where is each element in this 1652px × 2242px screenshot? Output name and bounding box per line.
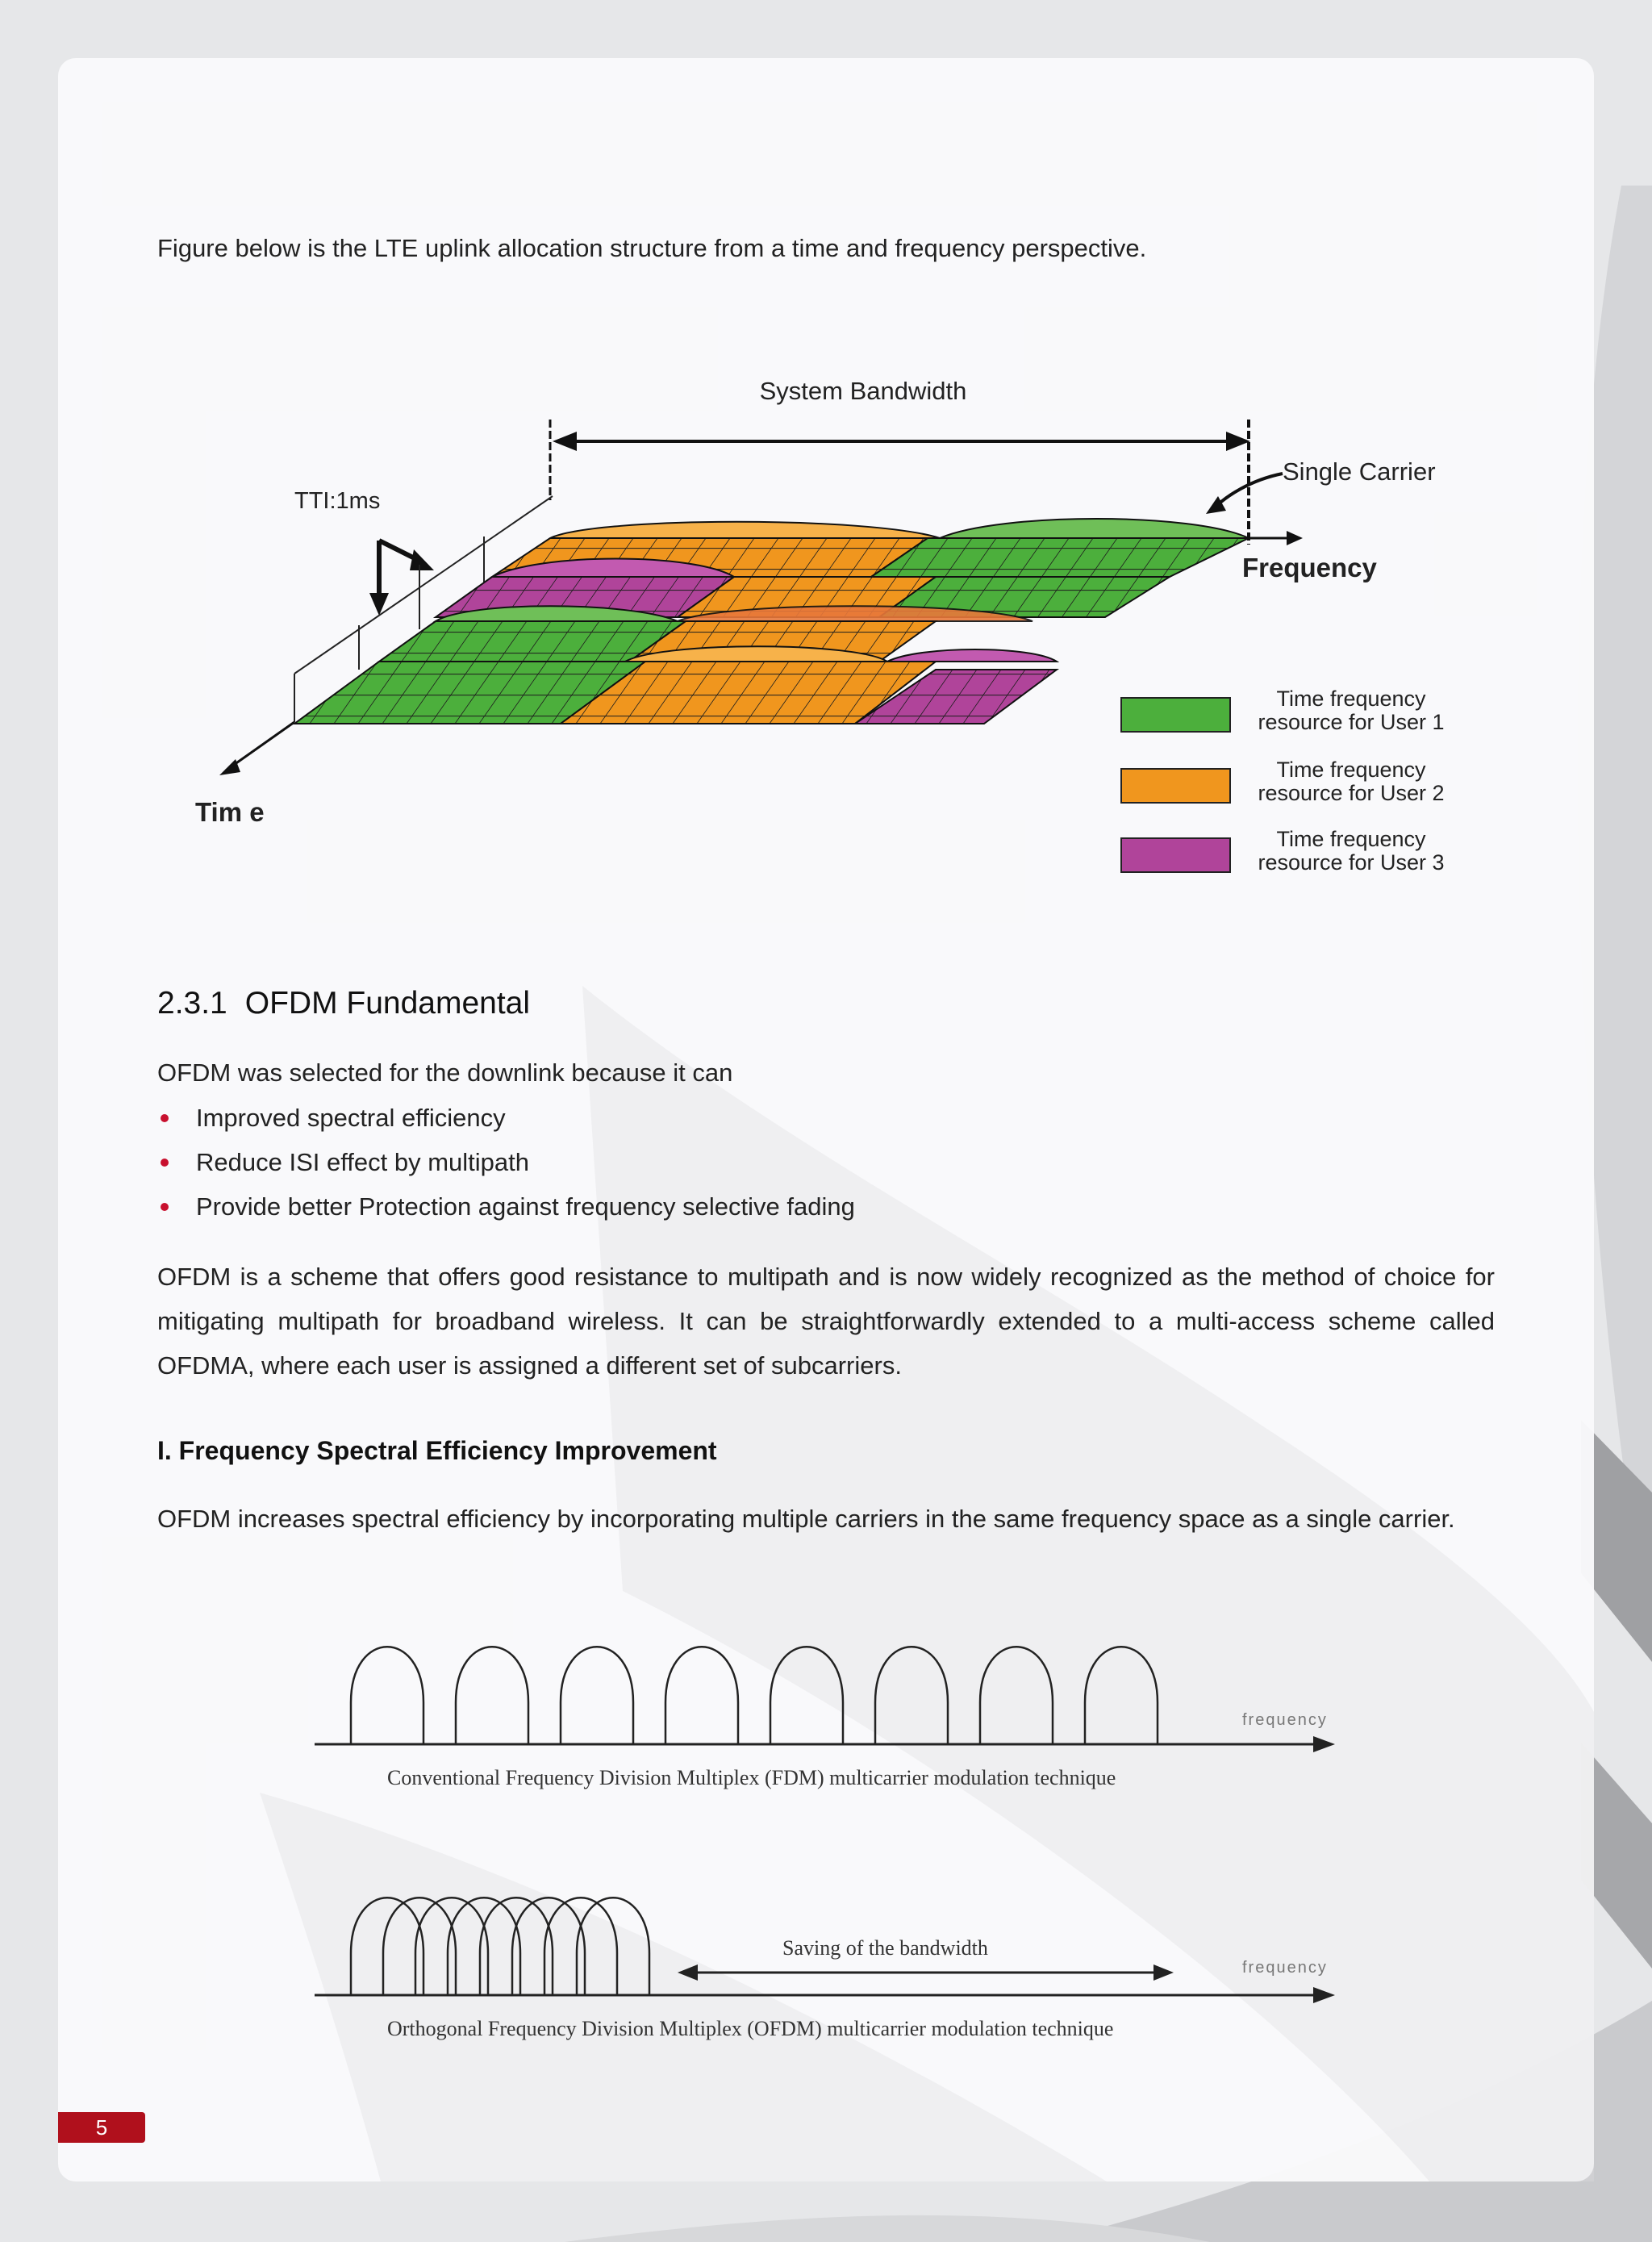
benefit-list [157,1102,855,1235]
figure1-legend [1121,687,1445,875]
legend-user2-line2: resource for User 2 [1258,781,1445,805]
ofdm-subcarrier-hump [351,1898,423,1995]
saving-arrowhead-left [678,1964,698,1981]
ofdm-subcarrier-hump [512,1898,585,1995]
legend-swatch-user2 [1121,769,1230,803]
bullet-dot-icon [161,1159,169,1167]
tti-arrowhead-2 [410,549,434,570]
subsection-heading: I. Frequency Spectral Efficiency Improvement [157,1436,717,1465]
ofdm-paragraph: OFDM is a scheme that offers good resistance to multipath and is now widely recognized as the method of choice for mitigating multipath for broadband wireless. It can be straightforwardly extended to a multi-access scheme called OFDMA, where each user is assigned a different set of subcarriers. [157,1263,1495,1380]
ofdm-subcarrier-hump [415,1898,488,1995]
fdm-subcarrier-hump [770,1647,843,1744]
carrier-dome-user1 [940,519,1249,538]
saving-bandwidth-label: Saving of the bandwidth [782,1936,988,1960]
fdm-subcarrier-hump [1085,1647,1158,1744]
carrier-dome-user2 [550,522,940,538]
bandwidth-arrowhead-left [553,432,577,451]
ofdm-subcarrier-hump [544,1898,617,1995]
bullet-dot-icon [161,1203,169,1211]
fdm-subcarrier-hump [875,1647,948,1744]
legend-user3-line2: resource for User 3 [1258,850,1445,875]
page-number: 5 [58,2112,145,2143]
single-carrier-label: Single Carrier [1283,457,1436,486]
resource-grid [294,519,1249,724]
spectral-efficiency-paragraph: OFDM increases spectral efficiency by incorporating multiple carriers in the same frequency space as a single carrier. [157,1505,1455,1533]
ofdm-caption: Orthogonal Frequency Division Multiplex (OFDM) multicarrier modulation technique [387,2017,1114,2040]
bullet-dot-icon [161,1114,169,1122]
time-axis-label: Tim e [195,797,265,827]
legend-swatch-user1 [1121,698,1230,732]
section-heading [157,986,530,1021]
intro-text: Figure below is the LTE uplink allocation structure from a time and frequency perspective. [157,234,1147,262]
frequency-axis-arrowhead [1287,531,1303,545]
section-number: 2.3.1 [157,986,227,1021]
list-item [157,1191,855,1235]
ofdm-subcarriers [351,1898,649,1995]
list-item [157,1102,855,1146]
fdm-subcarriers [351,1647,1158,1744]
fdm-subcarrier-hump [351,1647,423,1744]
system-bandwidth-label: System Bandwidth [759,377,967,405]
lte-uplink-allocation-figure [177,359,1508,891]
list-item-text: Reduce ISI effect by multipath [196,1148,529,1176]
fdm-vs-ofdm-figure [307,1638,1355,2057]
fdm-frequency-label: frequency [1242,1711,1328,1729]
ofdm-frequency-arrowhead [1313,1987,1335,2003]
fdm-frequency-arrowhead [1313,1736,1335,1752]
ofdm-subcarrier-hump [383,1898,456,1995]
bandwidth-arrowhead-right [1226,432,1250,451]
ofdm-subcarrier-hump [480,1898,553,1995]
legend-user3-line1: Time frequency [1276,827,1426,851]
list-item-text: Provide better Protection against frequency selective fading [196,1192,855,1221]
legend-swatch-user3 [1121,838,1230,872]
fdm-subcarrier-hump [665,1647,738,1744]
fdm-caption: Conventional Frequency Division Multiplex (FDM) multicarrier modulation technique [387,1766,1116,1789]
list-item-text: Improved spectral efficiency [196,1104,506,1132]
tti-arrowhead [369,593,389,616]
saving-arrowhead-right [1153,1964,1174,1981]
grid-user1-back [871,538,1249,577]
lead-text: OFDM was selected for the downlink because it can [157,1058,733,1087]
ofdm-frequency-label: frequency [1242,1959,1328,1977]
fdm-subcarrier-hump [561,1647,633,1744]
fdm-subcarrier-hump [980,1647,1053,1744]
legend-user2-line1: Time frequency [1276,758,1426,782]
ofdm-subcarrier-hump [448,1898,520,1995]
ofdm-subcarrier-hump [577,1898,649,1995]
tti-label: TTI:1ms [294,488,381,514]
list-item [157,1146,855,1191]
legend-user1-line1: Time frequency [1276,687,1426,711]
fdm-subcarrier-hump [456,1647,528,1744]
carrier-dome-user3-front [887,649,1057,662]
frequency-axis-label: Frequency [1242,553,1377,582]
legend-user1-line2: resource for User 1 [1258,710,1445,734]
section-title: OFDM Fundamental [244,986,531,1021]
